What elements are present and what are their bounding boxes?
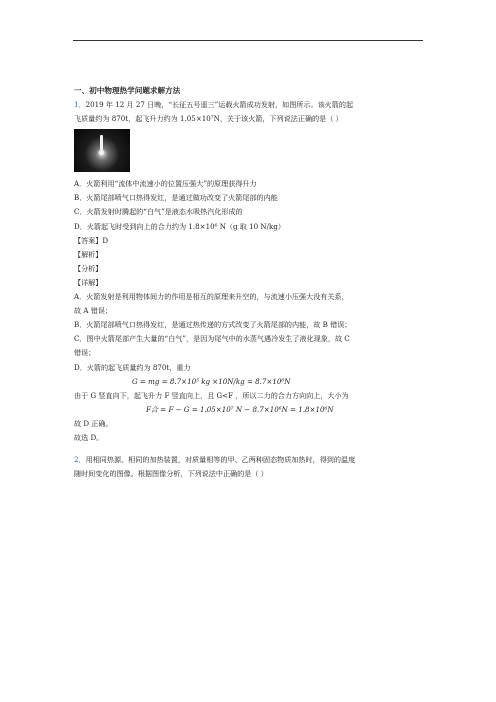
header-rule bbox=[73, 40, 423, 41]
detail-line-4: C．图中火箭尾部产生大量的“白气”，是因为尾气中的水蒸气遇冷发生了液化现象，故 C bbox=[74, 334, 350, 344]
net-force-formula: F合 = F − G = 1.05×10⁷ N − 8.7×10⁶N = 1.8×10⁶N bbox=[146, 404, 334, 414]
analysis-label: 【解析】 bbox=[74, 249, 103, 259]
option-a: A．火箭利用“流体中流速小的位置压强大”的原理获得升力 bbox=[74, 179, 257, 189]
question-2-stem-line-2: 随时间变化的图像。根据图像分析，下列说法中正确的是（ ） bbox=[74, 469, 268, 479]
document-content bbox=[74, 84, 426, 481]
rocket-launch-photo bbox=[74, 129, 130, 172]
detail-line-5: 错误； bbox=[74, 348, 96, 358]
detail-line-1: A．火箭发射是利用物体间力的作用是相互的原理来升空的，与流速小压强大没有关系， bbox=[74, 292, 349, 302]
option-c: C．火箭发射时腾起的“白气”是液态水吸热汽化形成的 bbox=[74, 207, 243, 217]
detail-label: 【详解】 bbox=[74, 277, 103, 287]
question-gap bbox=[74, 445, 426, 453]
gravity-formula: G = mg = 8.7×10⁵ kg ×10N/kg = 8.7×10⁶N bbox=[132, 376, 291, 386]
question-2-number: 2． bbox=[74, 455, 86, 465]
conclusion-line-2: 故选 D。 bbox=[74, 432, 104, 442]
detail-line-2: 故 A 错误； bbox=[74, 306, 113, 316]
question-1-stem-line-1: 1．2019 年 12 月 27 日晚，“长征五号遥三”运载火箭成功发射，如图所示。该火箭的起 bbox=[74, 100, 354, 110]
question-1-stem-line-2: 飞质量约为 870t，起飞升力约为 1.05×10⁷N，关于该火箭，下列说法正确的是（ ） bbox=[74, 114, 343, 124]
detail-line-6: D．火箭的起飞质量约为 870t，重力 bbox=[74, 362, 191, 372]
option-d: D．火箭起飞时受到向上的合力约为 1.8×10⁶ N（g 取 10 N/kg） bbox=[74, 221, 285, 231]
flame-icon bbox=[98, 149, 105, 156]
option-b: B．火箭尾部喷气口热得发红，是通过做功改变了火箭尾部的内能 bbox=[74, 193, 278, 203]
fenxi-label: 【分析】 bbox=[74, 263, 103, 273]
force-direction-line: 由于 G 竖直向下，起飞升力 F 竖直向上，且 G<F ，所以二力的合力方向向上，大小为 bbox=[74, 390, 349, 400]
question-2-stem-line-1: 2．用相同热源、相同的加热装置，对质量相等的甲、乙两种固态物质加热时，得到的温度 bbox=[74, 455, 356, 465]
conclusion-line-1: 故 D 正确。 bbox=[74, 418, 113, 428]
answer-label: 【答案】D bbox=[74, 235, 109, 245]
section-title: 一、初中物理热学问题求解方法 bbox=[74, 86, 181, 95]
detail-line-3: B．火箭尾部喷气口热得发红，是通过热传递的方式改变了火箭尾部的内能，故 B 错误； bbox=[74, 320, 352, 330]
question-1-number: 1． bbox=[74, 100, 86, 110]
